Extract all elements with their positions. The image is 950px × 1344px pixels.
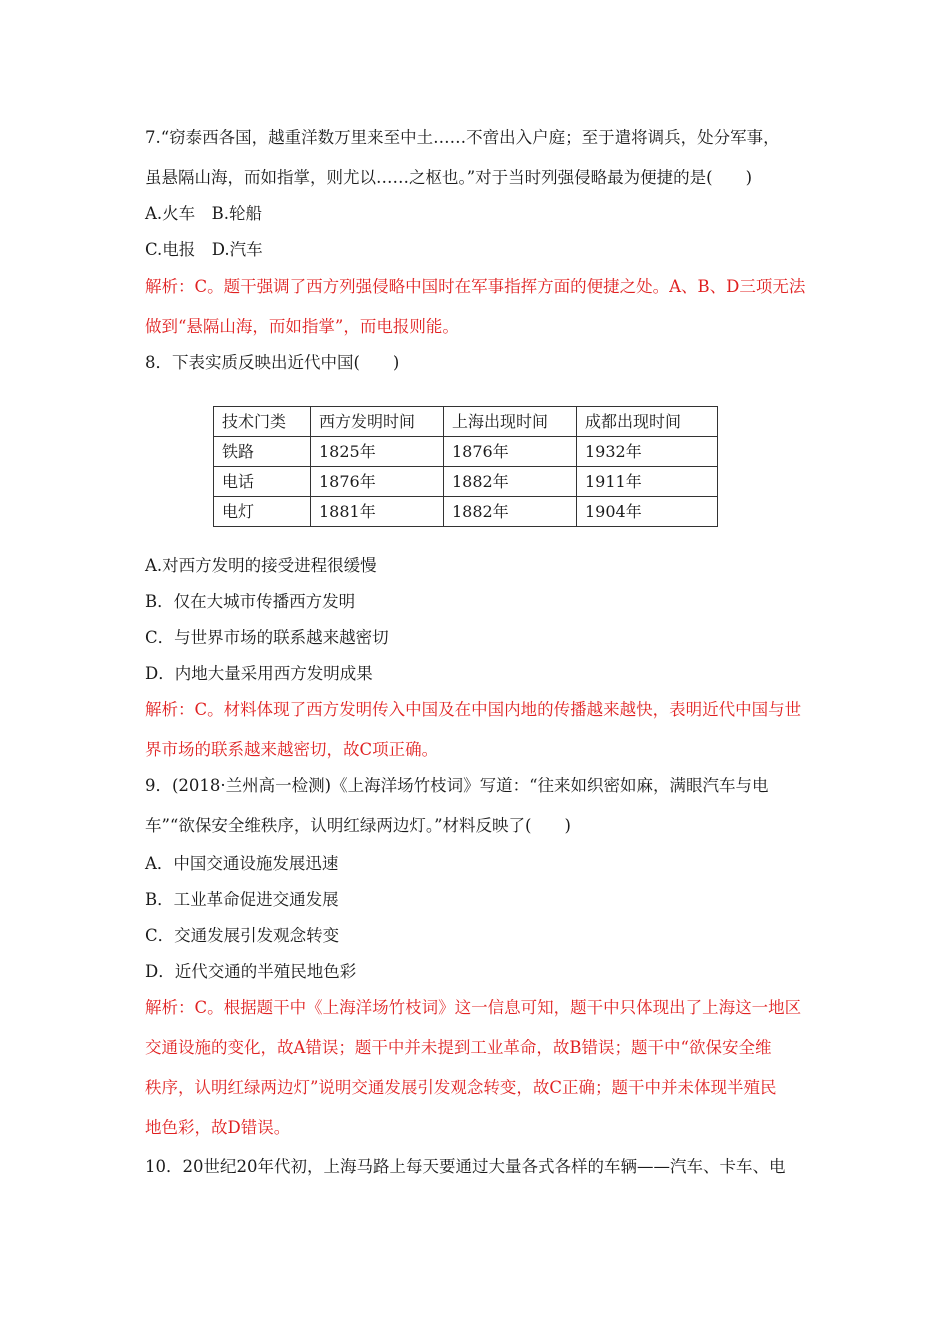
table-row [214,437,718,467]
q8-option-d: D．内地大量采用西方发明成果 [145,664,373,683]
table-header-cell: 技术门类 [214,407,311,437]
tech-adoption-table [213,406,718,527]
q9-analysis-line-3: 秩序，认明红绿两边灯”说明交通发展引发观念转变，故C正确；题干中并未体现半殖民 [145,1078,777,1097]
q9-option-c: C．交通发展引发观念转变 [145,926,340,945]
table-cell: 电话 [214,467,311,497]
table-cell: 1904年 [577,497,718,527]
q10-stem-line-1: 10．20世纪20年代初，上海马路上每天要通过大量各式各样的车辆——汽车、卡车、电 [145,1157,786,1176]
q7-stem-line-2: 虽悬隔山海，而如指掌，则尤以……之枢也。”对于当时列强侵略最为便捷的是( ) [145,168,753,187]
q9-option-b: B．工业革命促进交通发展 [145,890,339,909]
table-cell: 1876年 [311,467,444,497]
q9-stem-line-2: 车”“欲保安全维秩序，认明红绿两边灯。”材料反映了( ) [145,816,571,835]
q8-stem: 8．下表实质反映出近代中国( ) [145,353,400,372]
table-row [214,497,718,527]
table-cell: 1932年 [577,437,718,467]
q9-analysis-line-4: 地色彩，故D错误。 [145,1118,291,1137]
q9-stem-line-1: 9．(2018·兰州高一检测)《上海洋场竹枝词》写道：“往来如织密如麻，满眼汽车与电 [145,776,769,795]
q9-option-d: D．近代交通的半殖民地色彩 [145,962,357,981]
table-cell: 1881年 [311,497,444,527]
q7-options-cd: C.电报 D.汽车 [145,240,263,259]
table-cell: 1876年 [444,437,577,467]
table-header-cell: 西方发明时间 [311,407,444,437]
table-header-cell: 上海出现时间 [444,407,577,437]
table-cell: 1882年 [444,467,577,497]
q8-option-c: C．与世界市场的联系越来越密切 [145,628,389,647]
q8-analysis-line-2: 界市场的联系越来越密切，故C项正确。 [145,740,439,759]
q7-stem-line-1: 7.“窃泰西各国，越重洋数万里来至中土……不啻出入户庭；至于遣将调兵，处分军事， [145,128,780,147]
table-row [214,467,718,497]
table-cell: 1825年 [311,437,444,467]
table-cell: 铁路 [214,437,311,467]
q9-option-a: A．中国交通设施发展迅速 [145,854,339,873]
q8-option-b: B．仅在大城市传播西方发明 [145,592,356,611]
q8-option-a: A.对西方发明的接受进程很缓慢 [145,556,377,575]
q8-analysis-line-1: 解析：C。材料体现了西方发明传入中国及在中国内地的传播越来越快，表明近代中国与世 [145,700,802,719]
q7-analysis-line-1: 解析：C。题干强调了西方列强侵略中国时在军事指挥方面的便捷之处。A、B、D三项无法 [145,277,806,296]
table-header-cell: 成都出现时间 [577,407,718,437]
table-cell: 1911年 [577,467,718,497]
q9-analysis-line-2: 交通设施的变化，故A错误；题干中并未提到工业革命，故B错误；题干中“欲保安全维 [145,1038,772,1057]
q9-analysis-line-1: 解析：C。根据题干中《上海洋场竹枝词》这一信息可知，题干中只体现出了上海这一地区 [145,998,802,1017]
table-header-row [214,407,718,437]
q7-options-ab: A.火车 B.轮船 [145,204,263,223]
q7-analysis-line-2: 做到“悬隔山海，而如指掌”，而电报则能。 [145,317,459,336]
table-cell: 电灯 [214,497,311,527]
table-cell: 1882年 [444,497,577,527]
